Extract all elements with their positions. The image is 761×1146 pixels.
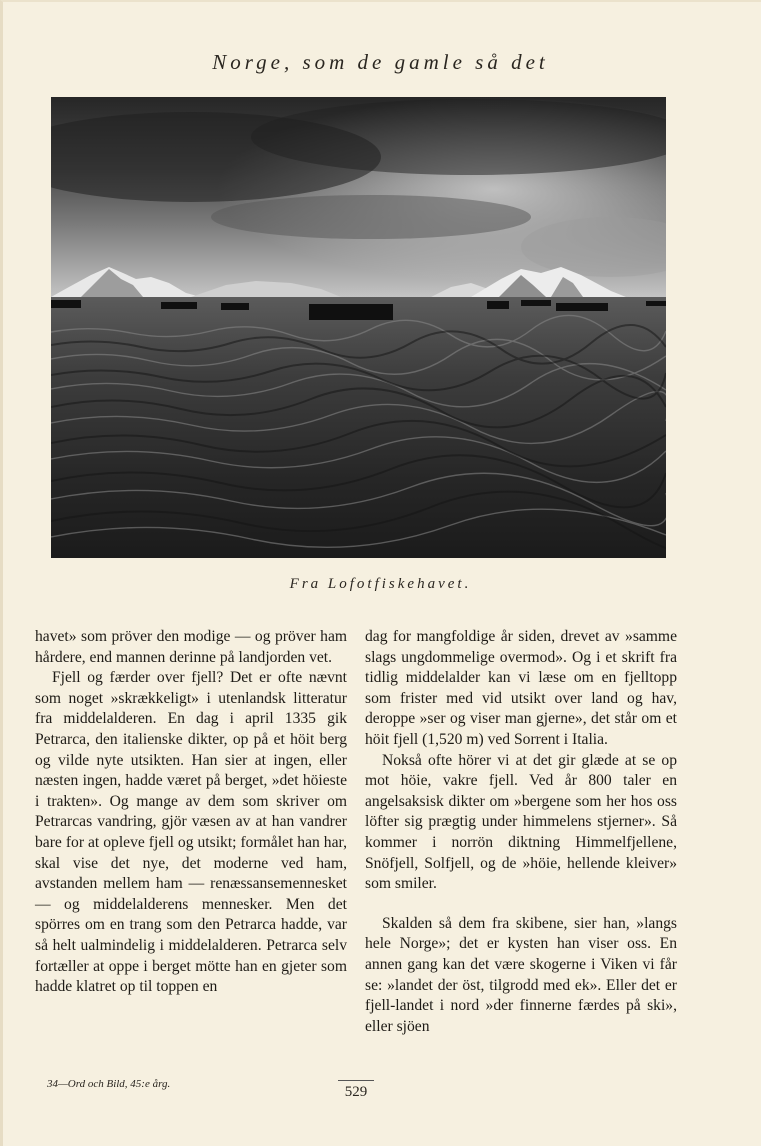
paragraph: Nokså ofte hörer vi at det gir glæde at se op mot höie, vakre fjell. Ved år 800 taler en angelsaksisk dikter om »bergene som her hos oss löfter sig prægtig under himmelens stjerner». Så kommer i norrön diktning Himmelfjellene, Snöfjell, Solfjell, og de »höie, hellende kleiver» som smiler. [365,751,677,893]
paragraph: Skalden så dem fra skibene, sier han, »langs hele Norge»; det er kysten han viser oss. En annen gang kan det være skogerne i Viken vi får se: »landet der öst, tilgrodd med ek». Eller det er fjell-landet i nord »der finnerne færdes på ski», eller sjöen [365,914,677,1035]
photo-caption: Fra Lofotfiskehavet. [289,576,472,592]
paragraph: havet» som pröver den modige — og pröver ham hårdere, end mannen derinne på landjorden vet. [35,628,347,666]
running-head: Norge, som de gamle så det [212,50,549,74]
paragraph: dag for mangfoldige år siden, drevet av »samme slags ungdommelige overmod». Og i et skrift fra tidlig middelalder kan vi læse om en fjelltopp som frister med vid utsikt over land og hav, deroppe »ser og viser man gjerne», det står om et höit fjell (1,520 m) ved Sorrent i Italia. [365,628,677,748]
paragraph: Fjell og færder over fjell? Det er ofte nævnt som noget »skrækkeligt» i utenlandsk litteratur fra middelalderen. En dag i april 1335 gik Petrarca, den italienske dikter, op på et höit berg og vilde nyte utsikten. Han sier at ingen, eller næsten ingen, hadde været på berget, »det höieste i trakten». Og mange av dem som skriver om Petrarcas vandring, gjör væsen av at han vandrer bare for at opleve fjell og utsikt; formålet han har, skal vise det nye, det moderne ved ham, avstanden mellem ham — renæssansemennesket — og middelalderens mennesker. Men det spörres om en trang som den Petrarca hadde, var så helt ualmindelig i middelalderen. Petrarca selv fortæller at oppe i berget mötte han en gjeter som hadde klatret op til toppen en [35,669,347,996]
left-column [35,627,347,998]
photograph-sea-mountains-boats [51,97,666,558]
right-column [365,627,677,1037]
printer-signature: 34—Ord och Bild, 45:e årg. [47,1078,171,1090]
page-number: 529 [344,1084,368,1100]
folio-rule [338,1080,374,1081]
